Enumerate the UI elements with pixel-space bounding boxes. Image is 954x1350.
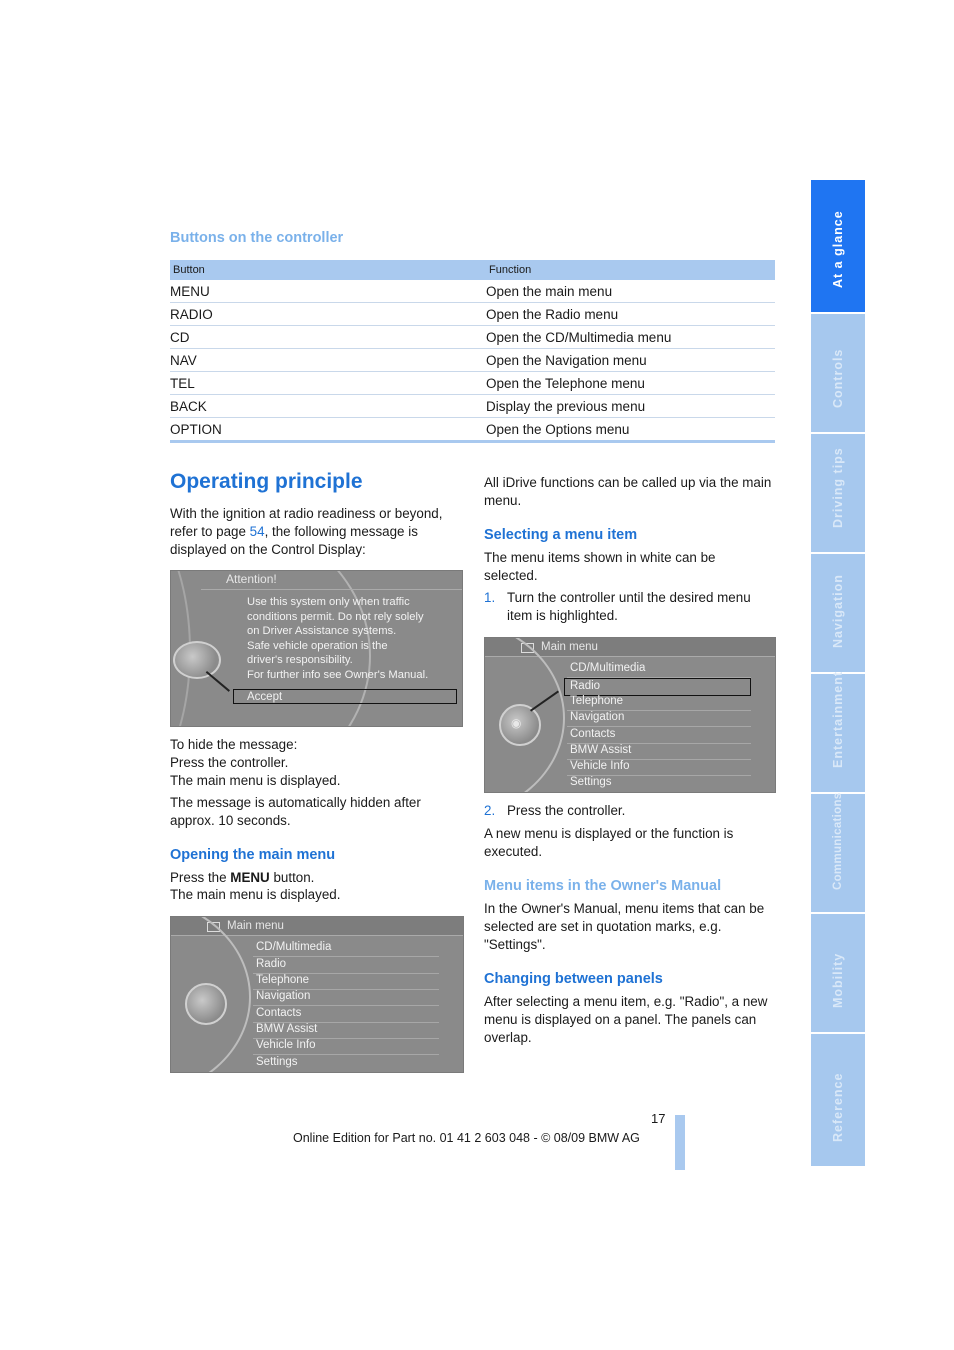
section-heading-panels: Changing between panels: [484, 971, 663, 987]
cell-function: Open the main menu: [486, 280, 775, 303]
section-heading-manual: Menu items in the Owner's Manual: [484, 878, 722, 894]
auto-hidden-text: The message is automatically hidden after approx. 10 seconds.: [170, 795, 421, 828]
main-menu-screen: [170, 916, 464, 1073]
tab-controls[interactable]: Controls: [811, 314, 865, 432]
text-line: To hide the message:: [170, 737, 298, 752]
page-number-bar: [675, 1115, 685, 1170]
idrive-intro: All iDrive functions can be called up via the main menu.: [484, 475, 772, 508]
table-row: [170, 418, 775, 442]
menu-item[interactable]: Navigation: [567, 710, 751, 727]
cell-function: Open the Telephone menu: [486, 372, 775, 395]
table-header-row: [170, 260, 775, 280]
menu-item[interactable]: CD/Multimedia: [567, 661, 751, 678]
cell-function: Open the Options menu: [486, 418, 775, 442]
message-line: Safe vehicle operation is the: [247, 639, 388, 652]
controller-buttons-table: [170, 260, 775, 443]
step-text: Press the controller.: [507, 803, 626, 818]
cell-button: MENU: [170, 280, 486, 303]
screen-title: Main menu: [227, 920, 284, 932]
menu-item[interactable]: BMW Assist: [567, 743, 751, 760]
intro-paragraph: With the ignition at radio readiness or beyond, refer to page 54, the following message is displayed on the Control Display:: [170, 506, 443, 557]
page-number: 17: [651, 1111, 666, 1126]
accept-button[interactable]: [233, 689, 457, 704]
table-row: [170, 326, 775, 349]
menu-item[interactable]: Navigation: [253, 989, 439, 1006]
column-header-function: Function: [486, 260, 775, 280]
cell-function: Open the Radio menu: [486, 303, 775, 326]
tab-navigation[interactable]: Navigation: [811, 554, 865, 672]
attention-title: Attention!: [226, 572, 277, 586]
cell-button: OPTION: [170, 418, 486, 442]
menu-item[interactable]: CD/Multimedia: [253, 940, 439, 957]
controller-rotate-icon: ◉: [511, 716, 522, 730]
step-2: [484, 802, 776, 820]
text-line: The main menu is displayed.: [170, 773, 341, 788]
controller-knob-icon: [185, 983, 227, 1025]
message-line: For further info see Owner's Manual.: [247, 668, 429, 681]
tab-mobility[interactable]: Mobility: [811, 914, 865, 1032]
menu-item-highlighted[interactable]: Radio: [564, 678, 751, 696]
panels-text: After selecting a menu item, e.g. "Radio", a new menu is displayed on a panel. The panels can overlap.: [484, 994, 768, 1045]
cell-button: TEL: [170, 372, 486, 395]
main-menu-screen-highlighted: [484, 637, 776, 793]
press-menu-text: Press the MENU button.: [170, 870, 315, 885]
step-number: 1.: [484, 590, 496, 605]
column-header-button: Button: [170, 260, 486, 280]
step-1: [484, 589, 776, 625]
attention-message: [247, 595, 428, 682]
section-heading-selecting: Selecting a menu item: [484, 527, 638, 543]
table-row: [170, 372, 775, 395]
message-line: conditions permit. Do not rely solely: [247, 610, 424, 623]
message-line: on Driver Assistance systems.: [247, 625, 397, 637]
selecting-text: The menu items shown in white can be selected.: [484, 550, 716, 583]
step-number: 2.: [484, 803, 496, 818]
cell-button: CD: [170, 326, 486, 349]
controller-knob-icon: [173, 641, 221, 679]
cell-function: Open the CD/Multimedia menu: [486, 326, 775, 349]
page-title: Operating principle: [170, 470, 363, 493]
tab-reference[interactable]: Reference: [811, 1034, 865, 1166]
step-text: Turn the controller until the desired menu item is highlighted.: [507, 590, 751, 623]
menu-item[interactable]: Radio: [253, 957, 439, 974]
menu-item[interactable]: Telephone: [567, 694, 751, 711]
page-link[interactable]: 54: [249, 524, 265, 539]
accept-label: Accept: [247, 691, 283, 703]
tab-communications[interactable]: Communications: [811, 794, 865, 912]
cell-button: BACK: [170, 395, 486, 418]
section-heading-buttons: Buttons on the controller: [170, 230, 344, 246]
message-line: Use this system only when traffic: [247, 596, 410, 608]
cell-button: NAV: [170, 349, 486, 372]
tab-at-a-glance[interactable]: At a glance: [811, 180, 865, 312]
edition-footer: Online Edition for Part no. 01 41 2 603 048 - © 08/09 BMW AG: [293, 1131, 640, 1145]
menu-item[interactable]: Vehicle Info: [253, 1038, 439, 1055]
table-row: [170, 395, 775, 418]
menu-item[interactable]: Contacts: [253, 1006, 439, 1023]
menu-item[interactable]: Vehicle Info: [567, 759, 751, 776]
menu-displayed-text: The main menu is displayed.: [170, 887, 341, 902]
menu-button-name: MENU: [230, 870, 270, 885]
manual-text: In the Owner's Manual, menu items that can be selected are set in quotation marks, e.g. "Settings".: [484, 901, 765, 952]
attention-screen: [170, 570, 463, 727]
hide-message-text: [170, 736, 460, 790]
table-row: [170, 349, 775, 372]
menu-item[interactable]: Settings: [570, 776, 612, 788]
tab-entertainment[interactable]: Entertainment: [811, 674, 865, 792]
step-result: A new menu is displayed or the function is executed.: [484, 826, 734, 859]
menu-item[interactable]: Contacts: [567, 727, 751, 744]
title-divider: [201, 589, 462, 590]
menu-item[interactable]: Telephone: [253, 973, 439, 990]
menu-item[interactable]: Settings: [256, 1056, 298, 1068]
cell-function: Open the Navigation menu: [486, 349, 775, 372]
menu-item[interactable]: BMW Assist: [253, 1022, 439, 1039]
table-row: [170, 280, 775, 303]
message-line: driver's responsibility.: [247, 654, 353, 666]
tab-driving-tips[interactable]: Driving tips: [811, 434, 865, 552]
table-row: [170, 303, 775, 326]
section-heading-opening: Opening the main menu: [170, 847, 336, 863]
cell-function: Display the previous menu: [486, 395, 775, 418]
screen-title: Main menu: [541, 641, 598, 653]
cell-button: RADIO: [170, 303, 486, 326]
text-line: Press the controller.: [170, 755, 289, 770]
